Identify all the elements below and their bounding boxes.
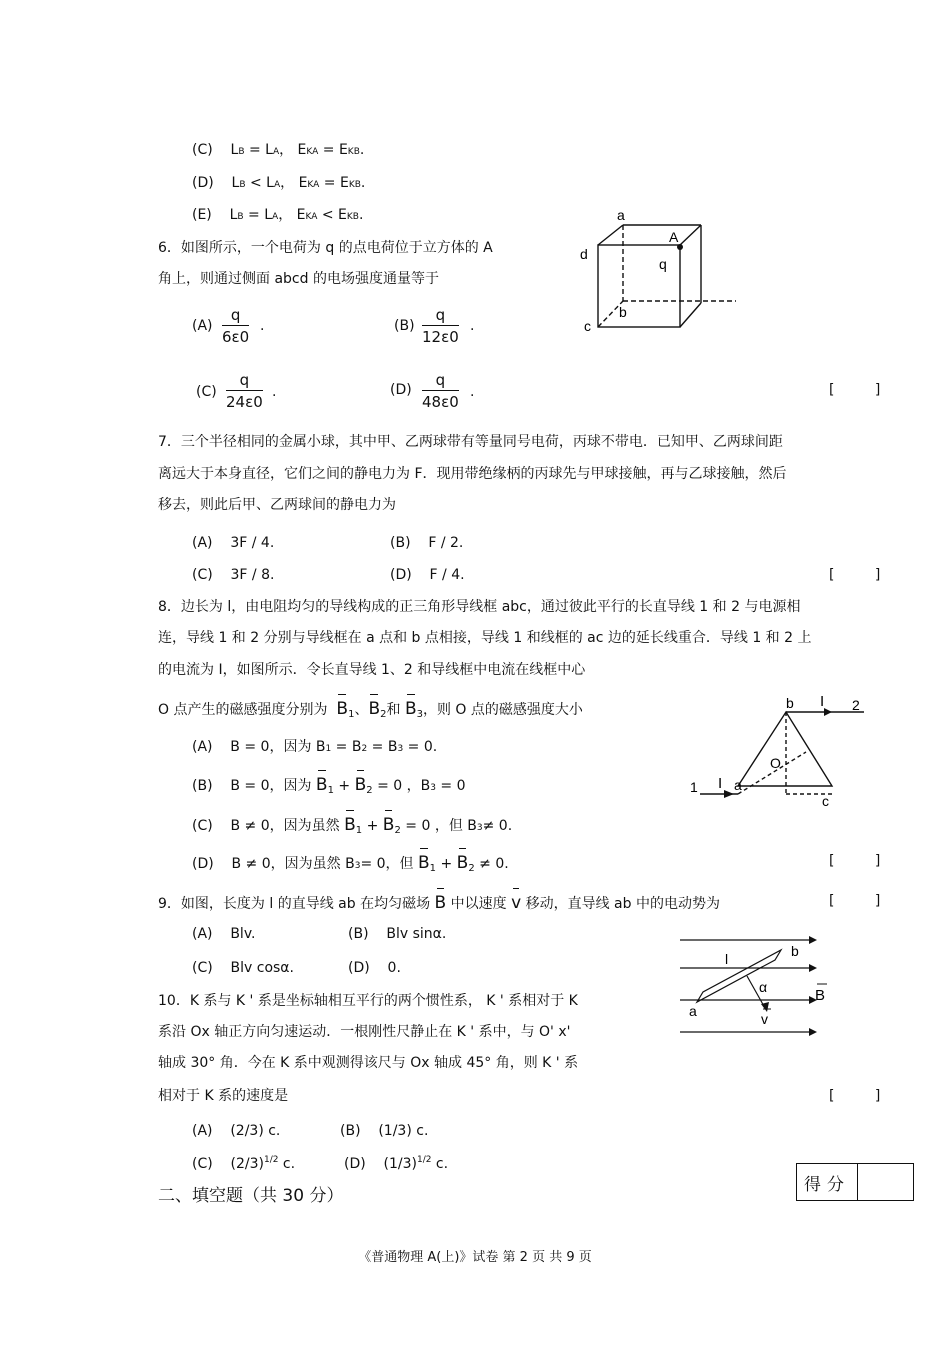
q5-option-c: (C) LB = LA， EKA = EKB. — [192, 142, 365, 158]
wire-label-B: B — [815, 987, 826, 1004]
wire-label-b: b — [791, 943, 799, 959]
q10-stem-line3: 轴成 30° 角．今在 K 系中观测得该尺与 Ox 轴成 45° 角，则 K ' 系 — [158, 1055, 579, 1071]
q5-option-e: (E) LB = LA， EKA < EKB. — [192, 207, 364, 223]
cube-label-q: q — [659, 256, 667, 272]
cube-figure — [578, 205, 748, 340]
q9-stem: 9．如图，长度为 l 的直导线 ab 在均匀磁场 B 中以速度 v 移动，直导线 ab 中的电动势为 — [158, 893, 720, 913]
score-label: 得分 — [797, 1164, 858, 1200]
q9-option-d: (D) 0. — [348, 960, 401, 976]
q10-option-a: (A) (2/3) c. — [192, 1123, 281, 1139]
q6-option-b-label: (B) — [394, 318, 415, 334]
q6-option-a-fraction: $\frac{q}{6\varepsilon 0}$ — [222, 306, 250, 346]
tri-label-b: b — [786, 695, 794, 711]
q6-option-b-fraction: $\frac{q}{12\varepsilon 0}$ — [422, 306, 459, 346]
q10-stem-line2: 系沿 Ox 轴正方向匀速运动．一根刚性尺静止在 K ' 系中，与 O' x' — [158, 1024, 571, 1040]
q7-stem-line2: 离远大于本身直径，它们之间的静电力为 F．现用带绝缘柄的丙球先与甲球接触，再与乙球接触，然后 — [158, 466, 787, 482]
q7-answer-bracket[interactable]: [ ] — [829, 567, 899, 583]
q8-stem-line1: 8．边长为 l，由电阻均匀的导线构成的正三角形导线框 abc，通过彼此平行的长直导线 1 和 2 与电源相 — [158, 599, 801, 615]
page-footer: 《普通物理 A(上)》试卷 第 2 页 共 9 页 — [358, 1250, 592, 1265]
cube-label-b: b — [619, 304, 627, 320]
score-field[interactable] — [858, 1164, 913, 1200]
q6-option-d-fraction: $\frac{q}{48\varepsilon 0}$ — [422, 371, 459, 411]
q9-answer-bracket[interactable]: [ ] — [829, 893, 899, 909]
wire-field-figure — [675, 930, 835, 1040]
q8-stem-line4: O 点产生的磁感强度分别为 $B_1$、$B_2$和 $B_3$，则 O 点的磁感强度大小 — [158, 699, 583, 720]
q10-option-b: (B) (1/3) c. — [340, 1123, 429, 1139]
q6-stem-line2: 角上，则通过侧面 abcd 的电场强度通量等于 — [158, 271, 439, 287]
wire-label-v: v — [761, 1011, 768, 1027]
tri-label-a: a — [734, 777, 742, 793]
q7-stem-line3: 移去，则此后甲、乙两球间的静电力为 — [158, 497, 396, 513]
q8-answer-bracket[interactable]: [ ] — [829, 853, 899, 869]
q8-stem-line2: 连，导线 1 和 2 分别与导线框在 a 点和 b 点相接，导线 1 和线框的 ac 边的延长线重合．导线 1 和 2 上 — [158, 630, 812, 646]
q8-stem-line3: 的电流为 I，如图所示．令长直导线 1、2 和导线框中电流在线框中心 — [158, 662, 586, 678]
tri-label-c: c — [822, 793, 829, 809]
q5-option-d: (D) LB < LA， EKA = EKB. — [192, 175, 366, 191]
tri-label-1: 1 — [690, 779, 698, 795]
q10-option-d: (D) $(1/3)^{1/2}$ c. — [344, 1155, 449, 1172]
q6-answer-bracket[interactable]: [ ] — [829, 382, 899, 398]
q10-stem-line1: 10．K 系与 K ' 系是坐标轴相互平行的两个惯性系， K ' 系相对于 K — [158, 993, 578, 1009]
q6-stem-line1: 6．如图所示，一个电荷为 q 的点电荷位于立方体的 A — [158, 240, 493, 256]
q9-option-b: (B) Blv sinα. — [348, 926, 447, 942]
tri-label-I-top: I — [820, 693, 825, 710]
wire-label-l: l — [725, 951, 729, 967]
cube-label-a: a — [617, 207, 625, 223]
q6-option-d-label: (D) — [390, 382, 412, 398]
section-2-heading: 二、填空题（共 30 分） — [158, 1186, 344, 1206]
tri-label-O: O — [770, 755, 781, 771]
q7-option-d: (D) F / 4. — [390, 567, 465, 583]
tri-label-2: 2 — [852, 697, 860, 713]
wire-label-alpha: α — [759, 979, 768, 995]
q8-option-d: (D) B ≠ 0，因为虽然 B3= 0，但 $B_1 + B_2 \ne 0$. — [192, 853, 509, 874]
triangle-figure — [680, 690, 870, 810]
q8-option-a: (A) B = 0，因为 B1 = B2 = B3 = 0. — [192, 739, 438, 755]
q6-option-c-fraction: $\frac{q}{24\varepsilon 0}$ — [226, 371, 263, 411]
q9-option-c: (C) Blv cosα. — [192, 960, 294, 976]
q10-option-c: (C) $(2/3)^{1/2}$ c. — [192, 1155, 296, 1172]
q8-option-b: (B) B = 0，因为 $B_1 + B_2 = 0$ ，B3 = 0 — [192, 775, 466, 796]
q6-option-c-label: (C) — [196, 384, 217, 400]
q7-option-b: (B) F / 2. — [390, 535, 464, 551]
q7-option-c: (C) 3F / 8. — [192, 567, 275, 583]
q8-option-c: (C) B ≠ 0，因为虽然 $B_1 + B_2 = 0$ ，但 B3≠ 0. — [192, 815, 513, 836]
q6-option-a-label: (A) — [192, 318, 213, 334]
tri-label-I-left: I — [718, 775, 723, 792]
cube-label-d: d — [580, 246, 588, 262]
q10-answer-bracket[interactable]: [ ] — [829, 1088, 899, 1104]
q7-option-a: (A) 3F / 4. — [192, 535, 275, 551]
cube-label-A: A — [669, 229, 679, 245]
wire-label-a: a — [689, 1003, 697, 1019]
score-box — [796, 1163, 914, 1201]
q10-stem-line4: 相对于 K 系的速度是 — [158, 1088, 289, 1104]
q7-stem-line1: 7．三个半径相同的金属小球，其中甲、乙两球带有等量同号电荷，丙球不带电．已知甲、乙两球间距 — [158, 434, 783, 450]
cube-label-c: c — [584, 318, 591, 334]
q9-option-a: (A) Blv. — [192, 926, 256, 942]
